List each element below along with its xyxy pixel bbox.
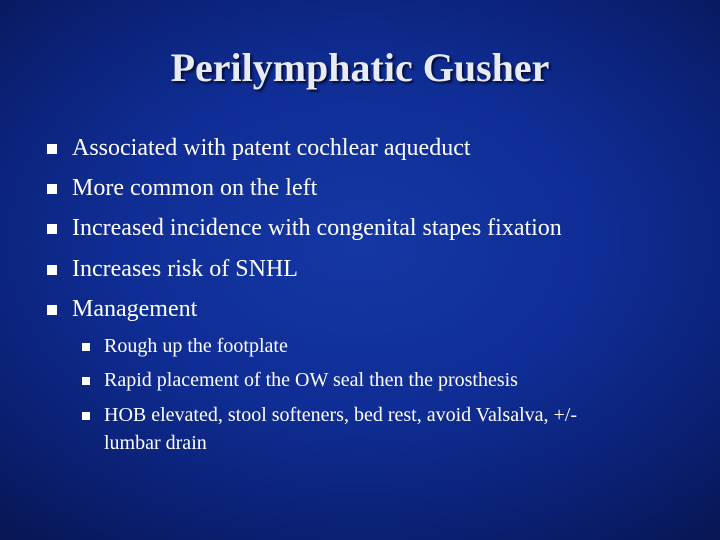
- square-bullet-icon: [82, 412, 90, 420]
- bullet-text: More common on the left: [72, 175, 318, 201]
- bullet-text: Increased incidence with congenital stapes fixation: [72, 215, 562, 241]
- sub-bullet-text: Rapid placement of the OW seal then the prosthesis: [104, 369, 518, 391]
- bullet-text: Increases risk of SNHL: [72, 256, 298, 282]
- square-bullet-icon: [47, 184, 57, 194]
- sub-bullet-text: Rough up the footplate: [104, 335, 288, 357]
- square-bullet-icon: [47, 265, 57, 275]
- square-bullet-icon: [82, 377, 90, 385]
- bullet-text: Associated with patent cochlear aqueduct: [72, 135, 471, 161]
- square-bullet-icon: [47, 305, 57, 315]
- square-bullet-icon: [82, 343, 90, 351]
- sub-bullet-text: lumbar drain: [104, 432, 207, 454]
- slide-title: Perilymphatic Gusher: [170, 45, 550, 90]
- bullet-text: Management: [72, 296, 198, 322]
- square-bullet-icon: [47, 224, 57, 234]
- sub-bullet-text: HOB elevated, stool softeners, bed rest, avoid Valsalva, +/-: [104, 404, 578, 426]
- square-bullet-icon: [47, 144, 57, 154]
